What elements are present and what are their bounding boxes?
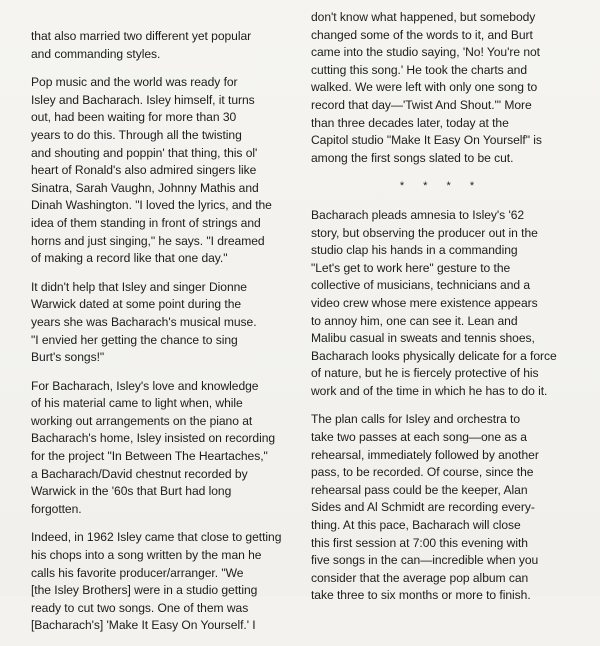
paragraph: don't know what happened, but somebody changed some of the words to it, and Burt came into the studio saying, 'No! You're not cutting this song.' He took the charts and walked. We were left with only one song to record that day—'Twist And Shout.'" More than three decades later, today at the Capitol studio "Make It Easy On Yourself" is among the first songs slated to be cut.: [311, 10, 542, 165]
left-column: [31, 28, 283, 646]
paragraph: The plan calls for Isley and orchestra to take two passes at each song—one as a rehearsal, immediately followed by another pass, to be recorded. Of course, since the rehearsal pass could be the keeper, Alan Sides and Al Schmidt are recording every- thing. At this pace, Bacharach will close this first session at 7:00 this evening with five songs in the can—incredible when you consider that the average pop album can take three to six months or more to finish.: [311, 412, 539, 603]
paragraph: that also married two different yet popular and commanding styles.: [31, 29, 252, 61]
paragraph: Indeed, in 1962 Isley came that close to getting his chops into a song written by the man he calls his favorite producer/arranger. "We [the Isley Brothers] were in a studio getting ready to cut two songs. One of them was [Bacharach's] 'Make It Easy On Yourself.' I: [31, 530, 282, 633]
right-column: [311, 9, 563, 616]
paragraph: Bacharach pleads amnesia to Isley's '62 story, but observing the producer out in the studio clap his hands in a commanding "Let's get to work here" gesture to the collective of musicians, technicians and a video crew whose mere existence appears to annoy him, one can see it. Lean and Malibu casual in sweats and tennis shoes, Bacharach looks physically delicate for a force of nature, but he is fiercely protective of his work and of the time in which he has to do it.: [311, 207, 557, 398]
paragraph: Pop music and the world was ready for Isley and Bacharach. Isley himself, it turns out, had been waiting for more than 30 years to do this. Through all the twisting and shouting and poppin' that thing, this ol' heart of Ronald's also admired singers like Sinatra, Sarah Vaughn, Johnny Mathis and Dinah Washington. "I loved the lyrics, and the idea of them standing in front of strings and horns and just singing," he says. "I dreamed of making a record like that one day.": [31, 75, 272, 266]
paragraph: For Bacharach, Isley's love and knowledge of his material came to light when, while working out arrangements on the piano at Bacharach's home, Isley insisted on recording for the project "In Between The Heartaches," a Bacharach/David chestnut recorded by Warwick in the '60s that Burt had long forgotten.: [31, 378, 276, 516]
paragraph: It didn't help that Isley and singer Dionne Warwick dated at some point during the years she was Bacharach's musical muse. "I envied her getting the chance to sing Burt's songs!": [31, 279, 257, 365]
section-separator: * * * *: [399, 180, 483, 193]
